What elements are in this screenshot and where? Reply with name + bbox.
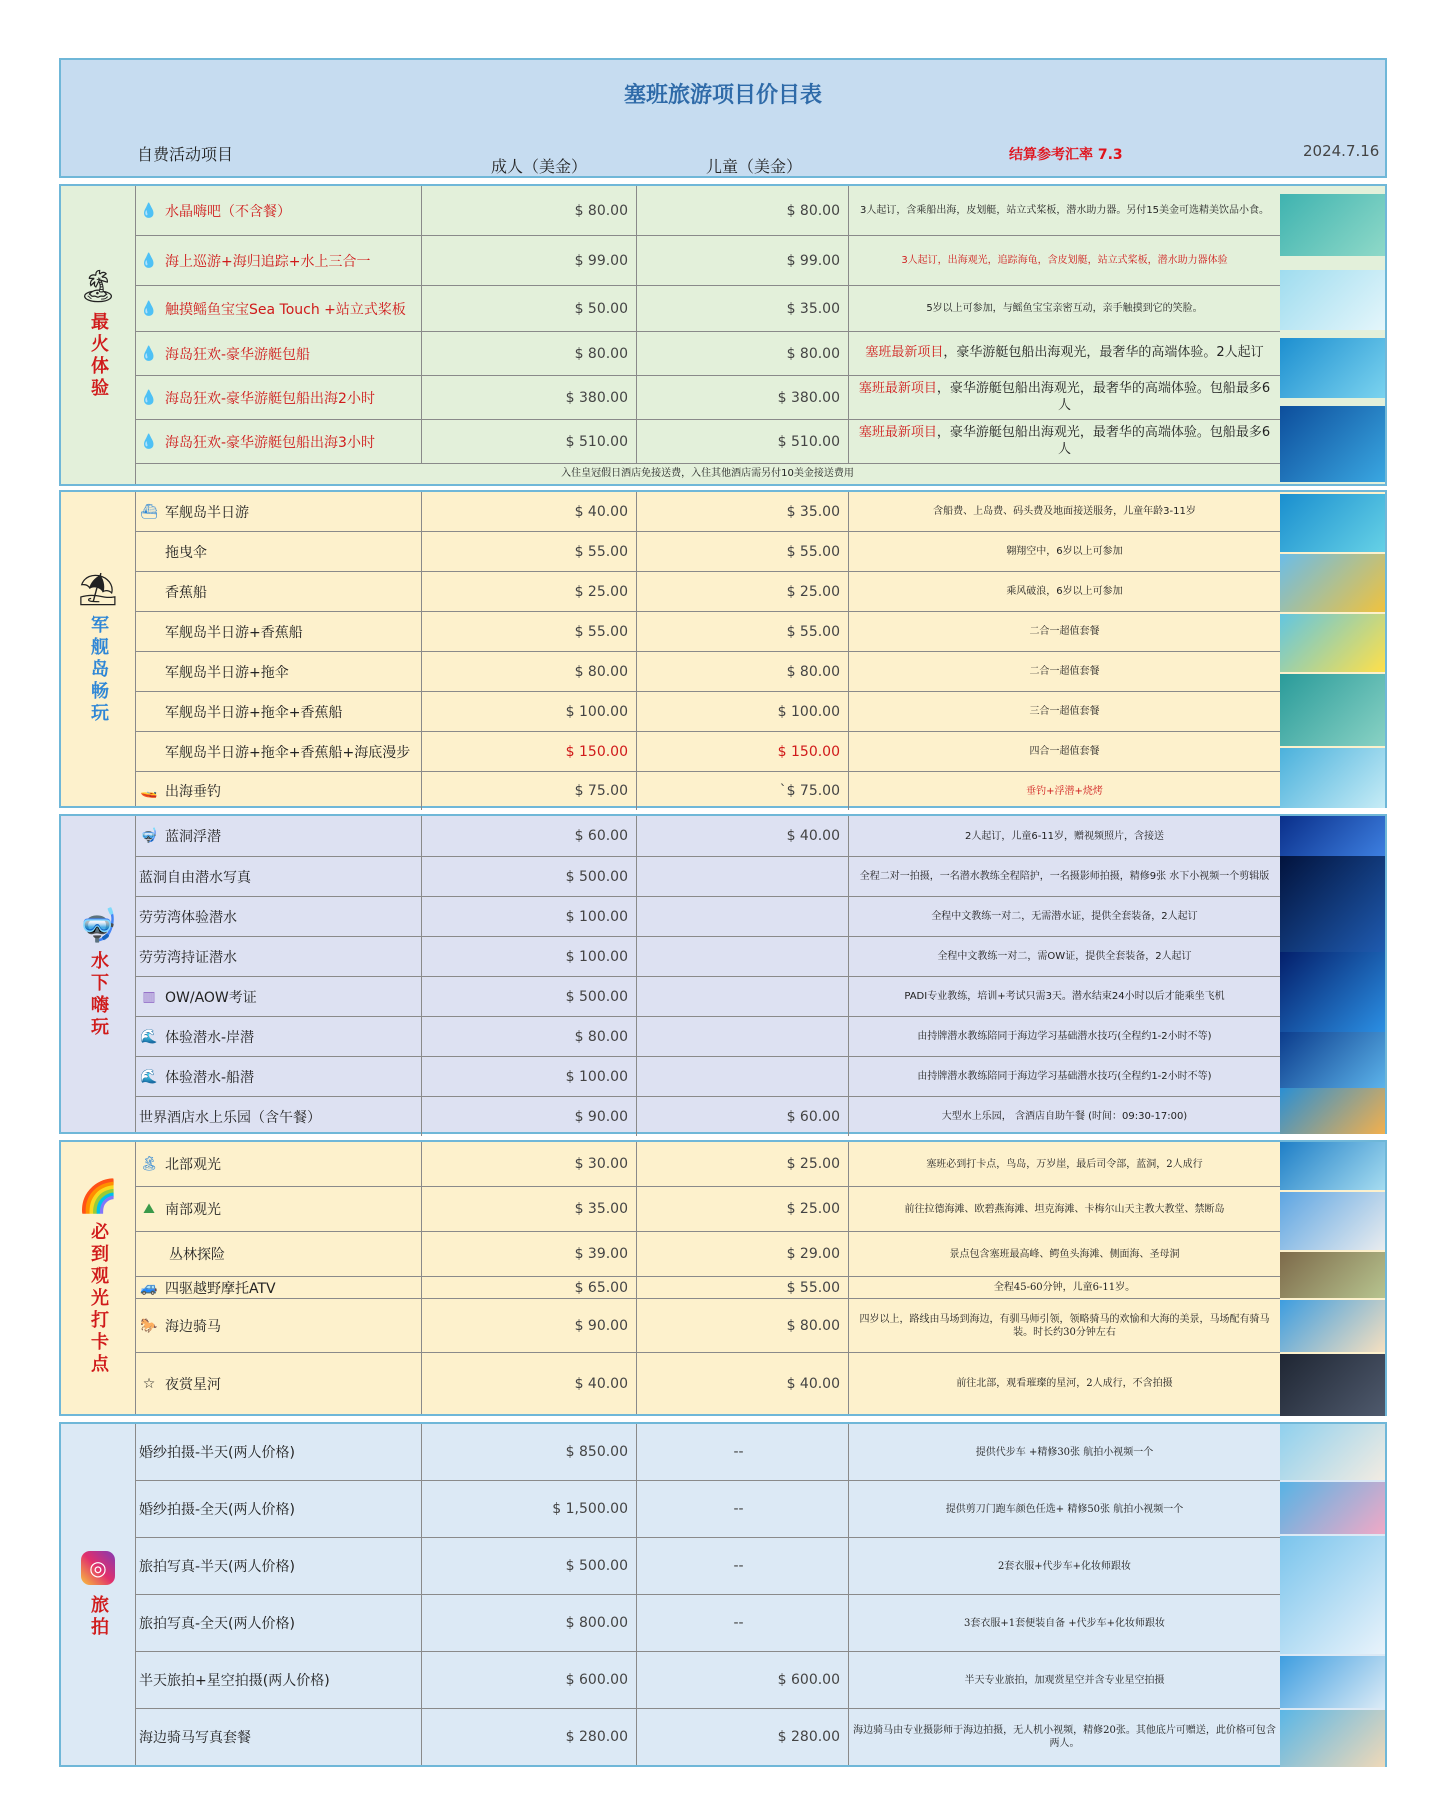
table-row — [135, 977, 1280, 1017]
table-row — [135, 652, 1280, 692]
child-price: $ 600.00 — [637, 1652, 849, 1708]
page-title: 塞班旅游项目价目表 — [623, 83, 822, 108]
table-row — [135, 420, 1280, 464]
photo-travel — [1280, 1656, 1385, 1708]
child-price: $ 80.00 — [637, 1299, 849, 1352]
table-row — [135, 1057, 1280, 1097]
section-dive — [59, 814, 1387, 1134]
item-note: 全程中文教练一对二，无需潜水证，提供全套装备，2人起订 — [931, 911, 1198, 922]
item-note: 海边骑马由专业摄影师于海边拍摄，无人机小视频，精修20张。其他底片可赠送，此价格可包含两人。 — [853, 1725, 1276, 1749]
adult-price: $ 40.00 — [422, 492, 637, 531]
adult-price-header: 成人（美金） — [491, 157, 588, 176]
photo-sea-table — [1280, 270, 1385, 330]
item-name: ⛴ 军舰岛半日游 — [135, 492, 422, 531]
table-row — [135, 186, 1280, 236]
table-row — [135, 236, 1280, 286]
price-date: 2024.7.16 — [1303, 142, 1380, 160]
item-note: 前往拉德海滩、欧碧燕海滩、坦克海滩、卡梅尔山天主教大教堂、禁断岛 — [904, 1203, 1225, 1215]
table-row — [135, 692, 1280, 732]
item-name: 🤿 蓝洞浮潜 — [135, 816, 422, 856]
exchange-rate: 结算参考汇率 7.3 — [1009, 147, 1123, 163]
photo-strip — [1280, 1424, 1385, 1765]
item-note: 景点包含塞班最高峰、鳄鱼头海滩、侧面海、圣母洞 — [949, 1248, 1180, 1260]
item-note: 大型水上乐园， 含酒店自助午餐 (时间：09:30-17:00) — [941, 1111, 1188, 1122]
photo-stars — [1280, 1354, 1385, 1416]
adult-price: $ 500.00 — [422, 1538, 637, 1594]
adult-price: $ 80.00 — [422, 332, 637, 375]
boat-icon: ⛴ — [140, 503, 158, 520]
child-price: $ 380.00 — [637, 376, 849, 419]
child-price: $ 25.00 — [637, 572, 849, 611]
category-hot — [61, 186, 136, 484]
item-note: 5岁以上可参加，与鳐鱼宝宝亲密互动，亲手触摸到它的笑脸。 — [926, 303, 1203, 314]
photo-horse-beach — [1280, 1710, 1385, 1767]
instagram-icon: ◎ — [81, 1551, 115, 1585]
table-row — [135, 1299, 1280, 1353]
photo-seawalk — [1280, 674, 1385, 746]
adult-price: $ 600.00 — [422, 1652, 637, 1708]
adult-price: $ 99.00 — [422, 236, 637, 285]
adult-price: $ 850.00 — [422, 1424, 637, 1480]
item-note: 全程二对一拍摄，一名潜水教练全程陪护，一名摄影师拍摄，精修9张 水下小视频一个剪辑版 — [859, 871, 1270, 882]
category-island — [61, 492, 136, 806]
item-note: 全程45-60分钟，儿童6-11岁。 — [993, 1282, 1136, 1293]
category-tour — [61, 1142, 136, 1414]
adult-price: $ 510.00 — [422, 420, 637, 464]
rows-island — [135, 492, 1280, 810]
table-row — [135, 612, 1280, 652]
photo-fish — [1280, 856, 1385, 952]
child-price: $ 29.00 — [637, 1232, 849, 1276]
table-row — [135, 492, 1280, 532]
item-name: 军舰岛半日游+香蕉船 — [135, 612, 422, 651]
adult-price: $ 55.00 — [422, 612, 637, 651]
dive-icon: 🌊 — [140, 1028, 158, 1045]
item-note: 提供代步车 +精修30张 航拍小视频一个 — [975, 1446, 1154, 1458]
item-name: 劳劳湾体验潜水 — [135, 897, 422, 936]
item-name: 拖曳伞 — [135, 532, 422, 571]
umbrella-icon: ⛱ — [77, 570, 119, 608]
child-price: $ 80.00 — [637, 332, 849, 375]
photo-banana-boat — [1280, 614, 1385, 672]
adult-price: $ 25.00 — [422, 572, 637, 611]
item-name: 🐎 海边骑马 — [135, 1299, 422, 1352]
item-name: 旅拍写真-半天(两人价格) — [135, 1538, 422, 1594]
table-row — [135, 1142, 1280, 1187]
snorkel-icon: 🤿 — [140, 828, 158, 844]
adult-price: $ 150.00 — [422, 732, 637, 771]
table-row — [135, 286, 1280, 332]
item-note: 由持牌潜水教练陪同于海边学习基础潜水技巧(全程约1-2小时不等) — [917, 1031, 1212, 1042]
item-note: 垂钓+浮潜+烧烤 — [1026, 785, 1103, 797]
table-row — [135, 1097, 1280, 1136]
adult-price: $ 75.00 — [422, 772, 637, 810]
fire-icon: 💧 — [140, 434, 158, 450]
rows-hot — [135, 186, 1280, 464]
photo-island — [1280, 494, 1385, 552]
child-price — [637, 977, 849, 1016]
child-price: $ 35.00 — [637, 492, 849, 531]
item-name: 💧 海岛狂欢-豪华游艇包船 — [135, 332, 422, 375]
child-price-header: 儿童（美金） — [706, 157, 803, 176]
category-label: 必到观光打卡点 — [88, 1222, 109, 1376]
adult-price: $ 50.00 — [422, 286, 637, 331]
adult-price: $ 500.00 — [422, 977, 637, 1016]
rows-dive — [135, 816, 1280, 1136]
table-row — [135, 937, 1280, 977]
photo-stingray — [1280, 194, 1385, 256]
item-note: 3套衣服+1套便装自备 +代步车+化妆师跟妆 — [963, 1617, 1166, 1629]
child-price: $ 40.00 — [637, 1353, 849, 1414]
item-note: 3人起订，出海观光，追踪海龟，含皮划艇，站立式桨板，潜水助力器体验 — [901, 255, 1228, 266]
photo-strip — [1280, 492, 1385, 806]
category-label: 军舰岛畅玩 — [88, 615, 109, 725]
table-row — [135, 376, 1280, 420]
photo-cathedral — [1280, 1192, 1385, 1250]
adult-price: $ 39.00 — [422, 1232, 637, 1276]
item-name: 💧 海上巡游+海归追踪+水上三合一 — [135, 236, 422, 285]
item-note: 四合一超值套餐 — [1029, 746, 1100, 757]
category-photo — [61, 1424, 136, 1765]
item-name: 💧 水晶嗨吧（不含餐） — [135, 186, 422, 235]
item-name: 丛林探险 — [135, 1232, 422, 1276]
item-name: 香蕉船 — [135, 572, 422, 611]
photo-cave-dive — [1280, 952, 1385, 1032]
adult-price: $ 800.00 — [422, 1595, 637, 1651]
photo-horse — [1280, 1300, 1385, 1352]
adult-price: $ 100.00 — [422, 897, 637, 936]
child-price: -- — [637, 1595, 849, 1651]
table-row — [135, 1353, 1280, 1414]
child-price: $ 510.00 — [637, 420, 849, 464]
item-name: 🌊 体验潜水-船潜 — [135, 1057, 422, 1096]
item-note: 由持牌潜水教练陪同于海边学习基础潜水技巧(全程约1-2小时不等) — [917, 1071, 1212, 1082]
item-name: 婚纱拍摄-全天(两人价格) — [135, 1481, 422, 1537]
item-note: 二合一超值套餐 — [1029, 666, 1100, 677]
fishing-boat-icon: 🚤 — [140, 783, 158, 799]
item-name: 海边骑马写真套餐 — [135, 1709, 422, 1765]
adult-price: $ 90.00 — [422, 1097, 637, 1136]
table-row — [135, 1481, 1280, 1538]
transfer-note: 入住皇冠假日酒店免接送费，入住其他酒店需另付10美金接送费用 — [135, 463, 1280, 484]
child-price: $ 35.00 — [637, 286, 849, 331]
island-icon: 🏝 — [140, 1156, 158, 1172]
table-row — [135, 1652, 1280, 1709]
child-price: $ 25.00 — [637, 1187, 849, 1231]
item-name: 半天旅拍+星空拍摄(两人价格) — [135, 1652, 422, 1708]
item-note: 全程中文教练一对二，需OW证，提供全套装备，2人起订 — [937, 951, 1192, 962]
item-name: 军舰岛半日游+拖伞 — [135, 652, 422, 691]
adult-price: $ 100.00 — [422, 692, 637, 731]
child-price: $ 280.00 — [637, 1709, 849, 1765]
item-note: 塞班必到打卡点，鸟岛，万岁崖，最后司令部，蓝洞，2人成行 — [926, 1158, 1203, 1170]
photo-yacht — [1280, 406, 1385, 482]
table-row — [135, 332, 1280, 376]
fire-icon: 💧 — [140, 389, 158, 406]
table-row — [135, 732, 1280, 772]
photo-fishing — [1280, 748, 1385, 808]
table-row — [135, 1017, 1280, 1057]
certificate-icon: ▥ — [142, 988, 156, 1005]
star-icon: ☆ — [142, 1375, 156, 1392]
adult-price: $ 100.00 — [422, 937, 637, 976]
child-price: $ 100.00 — [637, 692, 849, 731]
child-price: $ 60.00 — [637, 1097, 849, 1136]
fire-icon: 💧 — [140, 202, 158, 219]
table-row — [135, 857, 1280, 897]
hill-icon: ⛰ — [143, 1201, 155, 1217]
item-note: 含船费、上岛费、码头费及地面接送服务，儿童年龄3-11岁 — [933, 506, 1196, 517]
horse-icon: 🐎 — [140, 1317, 158, 1334]
child-price: $ 55.00 — [637, 532, 849, 571]
child-price: -- — [637, 1424, 849, 1480]
item-note: PADI专业教练，培训+考试只需3天。潜水结束24小时以后才能乘坐飞机 — [904, 991, 1225, 1002]
adult-price: $ 60.00 — [422, 816, 637, 856]
item-note: 四岁以上，路线由马场到海边，有驯马师引领，领略骑马的欢愉和大海的美景，马场配有骑马装。时长约30分钟左右 — [859, 1313, 1270, 1338]
palm-island-icon: 🏝 — [77, 267, 119, 305]
table-row — [135, 897, 1280, 937]
photo-strip — [1280, 816, 1385, 1132]
fire-icon: 💧 — [140, 345, 158, 362]
child-price — [637, 1017, 849, 1056]
adult-price: $ 80.00 — [422, 652, 637, 691]
item-note: 半天专业旅拍，加观赏星空并含专业星空拍摄 — [964, 1674, 1165, 1686]
child-price — [637, 897, 849, 936]
child-price: $ 99.00 — [637, 236, 849, 285]
child-price — [637, 1057, 849, 1096]
adult-price: $ 380.00 — [422, 376, 637, 419]
item-name: 世界酒店水上乐园（含午餐） — [135, 1097, 422, 1136]
item-name: ▥ OW/AOW考证 — [135, 977, 422, 1016]
item-name: 🏝 北部观光 — [135, 1142, 422, 1186]
adult-price: $ 80.00 — [422, 186, 637, 235]
item-name: 婚纱拍摄-半天(两人价格) — [135, 1424, 422, 1480]
item-note: 三合一超值套餐 — [1029, 706, 1100, 717]
photo-waterpark — [1280, 1088, 1385, 1134]
item-name: 劳劳湾持证潜水 — [135, 937, 422, 976]
item-note: 提供剪刀门跑车颜色任选+ 精修50张 航拍小视频一个 — [945, 1503, 1184, 1515]
item-name: 🌊 体验潜水-岸潜 — [135, 1017, 422, 1056]
adult-price: $ 65.00 — [422, 1277, 637, 1298]
child-price — [637, 857, 849, 896]
item-note: 2套衣服+代步车+化妆师跟妆 — [997, 1560, 1132, 1572]
fire-icon: 💧 — [140, 300, 158, 317]
item-column-header: 自费活动项目 — [137, 145, 234, 164]
table-row — [135, 772, 1280, 810]
item-name: 旅拍写真-全天(两人价格) — [135, 1595, 422, 1651]
dive-icon: 🌊 — [140, 1068, 158, 1085]
photo-strip — [1280, 1142, 1385, 1414]
photo-jungle — [1280, 1252, 1385, 1298]
item-note: 2人起订，儿童6-11岁，赠视频照片，含接送 — [964, 830, 1165, 842]
item-name: 🚤 出海垂钓 — [135, 772, 422, 810]
rainbow-icon: 🌈 — [78, 1177, 118, 1215]
item-name: 🚙 四驱越野摩托ATV — [135, 1277, 422, 1298]
item-note: 塞班最新项目，豪华游艇包船出海观光，最奢华的高端体验。包船最多6人 — [858, 380, 1271, 413]
section-hot — [59, 184, 1387, 486]
item-name: ⛰ 南部观光 — [135, 1187, 422, 1231]
child-price: $ 25.00 — [637, 1142, 849, 1186]
category-label: 最火体验 — [88, 312, 109, 400]
child-price: `$ 75.00 — [637, 772, 849, 810]
category-label: 旅拍 — [88, 1594, 109, 1639]
adult-price: $ 35.00 — [422, 1187, 637, 1231]
item-note: 翱翔空中，6岁以上可参加 — [1006, 546, 1123, 557]
price-list-header — [59, 58, 1387, 178]
fire-icon: 💧 — [140, 252, 158, 269]
table-row — [135, 572, 1280, 612]
photo-wedding-car — [1280, 1482, 1385, 1534]
child-price: $ 80.00 — [637, 186, 849, 235]
child-price: $ 40.00 — [637, 816, 849, 856]
child-price — [637, 937, 849, 976]
item-name: 军舰岛半日游+拖伞+香蕉船+海底漫步 — [135, 732, 422, 771]
atv-icon: 🚙 — [140, 1279, 158, 1296]
photo-north — [1280, 1142, 1385, 1190]
child-price: $ 55.00 — [637, 1277, 849, 1298]
adult-price: $ 280.00 — [422, 1709, 637, 1765]
photo-couple — [1280, 1536, 1385, 1654]
photo-parasail — [1280, 554, 1385, 612]
adult-price: $ 40.00 — [422, 1353, 637, 1414]
item-name: 💧 海岛狂欢-豪华游艇包船出海3小时 — [135, 420, 422, 464]
section-photo — [59, 1422, 1387, 1767]
category-dive — [61, 816, 136, 1132]
adult-price: $ 100.00 — [422, 1057, 637, 1096]
child-price: $ 55.00 — [637, 612, 849, 651]
child-price: $ 150.00 — [637, 732, 849, 771]
item-name: 军舰岛半日游+拖伞+香蕉船 — [135, 692, 422, 731]
item-note: 二合一超值套餐 — [1029, 626, 1100, 637]
photo-reef — [1280, 1032, 1385, 1088]
adult-price: $ 30.00 — [422, 1142, 637, 1186]
table-row — [135, 1538, 1280, 1595]
item-note: 乘风破浪，6岁以上可参加 — [1006, 586, 1123, 597]
rows-photo — [135, 1424, 1280, 1765]
photo-strip — [1280, 186, 1385, 484]
table-row — [135, 1595, 1280, 1652]
rows-tour — [135, 1142, 1280, 1414]
item-note: 3人起订，含乘船出海，皮划艇，站立式桨板，潜水助力器。另付15美金可选精美饮品小食。 — [859, 205, 1270, 216]
table-row — [135, 1187, 1280, 1232]
child-price: $ 80.00 — [637, 652, 849, 691]
photo-paddle — [1280, 338, 1385, 398]
child-price: -- — [637, 1538, 849, 1594]
table-row — [135, 816, 1280, 857]
adult-price: $ 500.00 — [422, 857, 637, 896]
photo-snorkel — [1280, 816, 1385, 856]
diver-icon: 🤿 — [78, 906, 118, 944]
item-name: 蓝洞自由潜水写真 — [135, 857, 422, 896]
section-tour — [59, 1140, 1387, 1416]
item-note: 前往北部，观看璀璨的星河，2人成行，不含拍摄 — [956, 1378, 1173, 1389]
table-row — [135, 1232, 1280, 1277]
table-row — [135, 1424, 1280, 1481]
table-row — [135, 532, 1280, 572]
item-note: 塞班最新项目，豪华游艇包船出海观光，最奢华的高端体验。包船最多6人 — [858, 425, 1271, 457]
category-label: 水下嗨玩 — [88, 951, 109, 1039]
adult-price: $ 80.00 — [422, 1017, 637, 1056]
section-island — [59, 490, 1387, 808]
photo-wedding-beach — [1280, 1424, 1385, 1480]
item-name: 💧 触摸鳐鱼宝宝Sea Touch +站立式桨板 — [135, 286, 422, 331]
child-price: -- — [637, 1481, 849, 1537]
table-row — [135, 1709, 1280, 1765]
adult-price: $ 90.00 — [422, 1299, 637, 1352]
table-row — [135, 1277, 1280, 1299]
item-note: 塞班最新项目，豪华游艇包船出海观光，最奢华的高端体验。2人起订 — [865, 345, 1264, 361]
item-name: ☆ 夜赏星河 — [135, 1353, 422, 1414]
adult-price: $ 1,500.00 — [422, 1481, 637, 1537]
item-name: 💧 海岛狂欢-豪华游艇包船出海2小时 — [135, 376, 422, 419]
adult-price: $ 55.00 — [422, 532, 637, 571]
